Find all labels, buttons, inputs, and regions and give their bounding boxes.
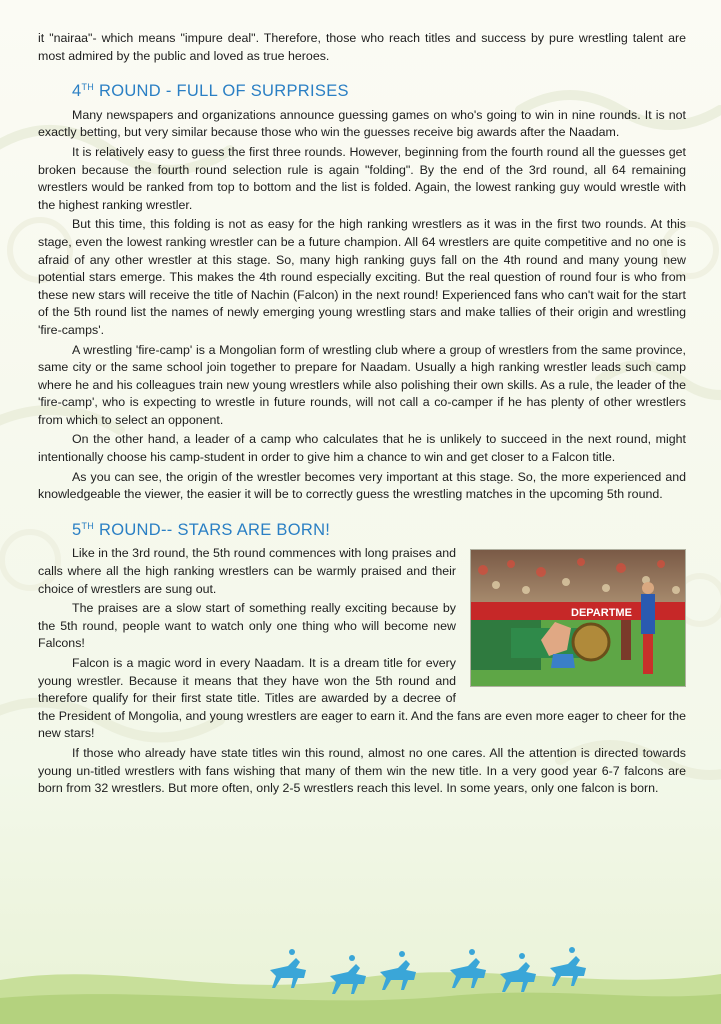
heading-number: 4 <box>72 82 82 101</box>
wrestler-photo <box>470 549 686 687</box>
section-4-paragraph: A wrestling 'fire-camp' is a Mongolian form of wrestling club where a group of wrestlers from the same province, same city or the same school join together to prepare for Naadam. Usually a high ranking wrestler leads such camp where he and his colleagues train new young wrestlers while also polishing their own skills. As a rule, the leader of the 'fire-camp', who is expecting to wrestle in future rounds, will not call a co-camper if he has plenty of other wrestlers from which to select an opponent. <box>38 342 686 427</box>
section-5-paragraph: The praises are a slow start of something really exciting because by the 5th round, people want to watch only one thing who will become new Falcons! <box>38 601 456 651</box>
banner-text: DEPARTME <box>571 607 632 620</box>
section-4-paragraph: As you can see, the origin of the wrestler becomes very important at this stage. So, the more experienced and knowledgeable the viewer, the easier it will be to correctly guess the wrestling matches in the upcoming 5th round. <box>38 469 686 502</box>
section-4-paragraph: Many newspapers and organizations announce guessing games on who's going to win in nine rounds. It is not exactly betting, but very similar because those who win the guesses receive big awards after the Naadam. <box>38 107 686 140</box>
wrestling-scene-image <box>471 550 685 686</box>
heading-superscript: TH <box>81 82 95 93</box>
section-5-heading <box>72 518 686 540</box>
section-4-paragraph: It is relatively easy to guess the first three rounds. However, beginning from the fourth round all the guesses get broken because the fourth round selection rule is again "folding". By the end of the 3rd round, all 64 remaining wrestlers would be ranked from top to bottom and the list is folded. Again, the lowest ranking guy would wrestle with the highest ranking wrestler. <box>38 144 686 212</box>
section-4-heading <box>72 79 686 101</box>
section-5-paragraph: Like in the 3rd round, the 5th round commences with long praises and calls where all the high ranking wrestlers can be warmly praised and their choice of wrestlers are sung out. <box>38 546 456 596</box>
horse-racing-footer <box>0 930 721 1024</box>
intro-paragraph: it "nairaa"- which means "impure deal". Therefore, those who reach titles and success by pure wrestling talent are most admired by the public and loved as true heroes. <box>38 31 686 63</box>
heading-text: ROUND-- STARS ARE BORN! <box>94 520 331 539</box>
heading-superscript: TH <box>81 520 95 531</box>
section-5-paragraph: If those who already have state titles win this round, almost no one cares. All the attention is directed towards young un-titled wrestlers with fans wishing that many of them win the new title. In a very good year 6-7 falcons are born from 32 wrestlers. But more often, only 2-5 wrestlers reach this level. In some years, only one falcon is born. <box>38 745 686 796</box>
section-4-paragraph: On the other hand, a leader of a camp who calculates that he is unlikely to succeed in the next round, might intentionally choose his camp-student in order to give him a chance to win and get closer to a Falcon title. <box>38 432 686 465</box>
section-5-paragraph: Falcon is a magic word in every Naadam. It is a dream title for every young wrestler. Because it means that they have won the 5th round and therefore qualify for their first state title. Titles are awarded by a decree of the President of Mongolia, and young wrestlers are eager to earn it. And the fans are even more eager to cheer for the new stars! <box>38 656 686 741</box>
article-body <box>38 30 686 800</box>
section-4-paragraph: But this time, this folding is not as easy for the high ranking wrestlers as it was in the first two rounds. At this stage, even the lowest ranking wrestler can be a future champion. All 64 wrestlers are quite competitive and no one is afraid of any other wrestler at this stage. So, many high ranking guys fall on the 4th round and many young new potential stars emerge. This makes the 4th round especially exciting. But the real question of round four is who from these new stars will receive the title of Nachin (Falcon) in the next round! Experienced fans who can't wait for the start of the 5th round list the names of newly emerging young wrestling stars and make tallies of their origin and wrestling 'fire-camps'. <box>38 217 686 337</box>
heading-number: 5 <box>72 520 82 539</box>
heading-text: ROUND - FULL OF SURPRISES <box>94 82 349 101</box>
